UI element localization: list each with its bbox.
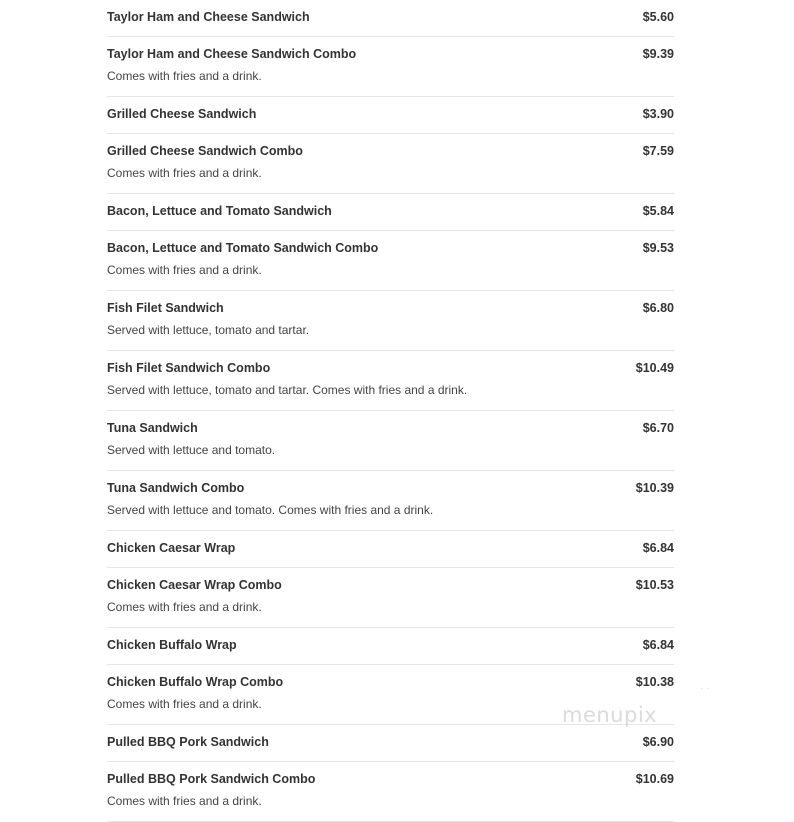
item-price: $9.39 xyxy=(642,47,674,61)
menu-item[interactable] xyxy=(107,471,674,531)
item-name: Tuna Sandwich xyxy=(107,421,198,435)
item-description: Served with lettuce, tomato and tartar. Comes with fries and a drink. xyxy=(107,383,468,397)
item-name: Bacon, Lettuce and Tomato Sandwich xyxy=(107,204,332,218)
item-name: Grilled Cheese Sandwich Combo xyxy=(107,144,303,158)
watermark-dots: · · xyxy=(700,684,710,695)
menu-item[interactable] xyxy=(107,725,674,762)
item-description: Comes with fries and a drink. xyxy=(107,69,262,83)
item-name: Fish Filet Sandwich xyxy=(107,301,224,315)
item-price: $10.69 xyxy=(635,772,674,786)
menu-item[interactable] xyxy=(107,134,674,194)
item-description: Comes with fries and a drink. xyxy=(107,697,262,711)
menu-item[interactable] xyxy=(107,762,674,822)
menu-item[interactable] xyxy=(107,0,674,37)
item-name: Taylor Ham and Cheese Sandwich Combo xyxy=(107,47,357,61)
menu-item[interactable] xyxy=(107,531,674,568)
item-price: $6.70 xyxy=(642,421,674,435)
item-name: Fish Filet Sandwich Combo xyxy=(107,361,271,375)
item-price: $10.53 xyxy=(635,578,674,592)
item-price: $6.84 xyxy=(642,541,674,555)
item-price: $9.53 xyxy=(642,241,674,255)
menu-item[interactable] xyxy=(107,665,674,725)
item-name: Pulled BBQ Pork Sandwich xyxy=(107,735,269,749)
item-description: Comes with fries and a drink. xyxy=(107,166,262,180)
item-price: $6.84 xyxy=(642,638,674,652)
item-name: Chicken Caesar Wrap xyxy=(107,541,236,555)
item-price: $10.39 xyxy=(635,481,674,495)
item-description: Served with lettuce and tomato. Comes with fries and a drink. xyxy=(107,503,434,517)
menu-list xyxy=(107,0,674,822)
menu-item[interactable] xyxy=(107,291,674,351)
item-name: Taylor Ham and Cheese Sandwich xyxy=(107,10,310,24)
item-price: $3.90 xyxy=(642,107,674,121)
item-name: Tuna Sandwich Combo xyxy=(107,481,245,495)
item-price: $5.84 xyxy=(642,204,674,218)
item-description: Served with lettuce, tomato and tartar. xyxy=(107,323,310,337)
item-price: $10.38 xyxy=(635,675,674,689)
item-description: Comes with fries and a drink. xyxy=(107,600,262,614)
item-name: Chicken Buffalo Wrap xyxy=(107,638,237,652)
menu-item[interactable] xyxy=(107,37,674,97)
menu-item[interactable] xyxy=(107,568,674,628)
item-name: Chicken Buffalo Wrap Combo xyxy=(107,675,284,689)
item-price: $5.60 xyxy=(642,10,674,24)
menu-item[interactable] xyxy=(107,628,674,665)
item-description: Comes with fries and a drink. xyxy=(107,263,262,277)
item-price: $6.90 xyxy=(642,735,674,749)
item-name: Grilled Cheese Sandwich xyxy=(107,107,257,121)
menu-item[interactable] xyxy=(107,194,674,231)
item-description: Served with lettuce and tomato. xyxy=(107,443,276,457)
menu-item[interactable] xyxy=(107,97,674,134)
menu-item[interactable] xyxy=(107,351,674,411)
item-name: Pulled BBQ Pork Sandwich Combo xyxy=(107,772,316,786)
item-price: $10.49 xyxy=(635,361,674,375)
item-name: Chicken Caesar Wrap Combo xyxy=(107,578,282,592)
menupix-watermark: menupix xyxy=(562,703,658,727)
item-name: Bacon, Lettuce and Tomato Sandwich Combo xyxy=(107,241,379,255)
menu-item[interactable] xyxy=(107,411,674,471)
item-price: $6.80 xyxy=(642,301,674,315)
menu-item[interactable] xyxy=(107,231,674,291)
item-price: $7.59 xyxy=(642,144,674,158)
item-description: Comes with fries and a drink. xyxy=(107,794,262,808)
